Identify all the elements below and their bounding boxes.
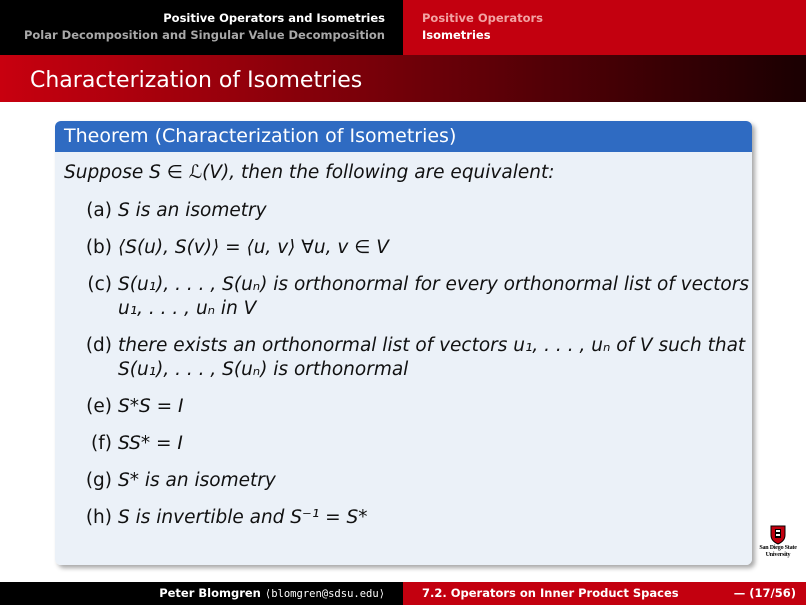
- section-navigation: [0, 0, 403, 55]
- footer-author: Peter Blomgren: [159, 586, 261, 600]
- item-text-continued: u₁, . . . , uₙ in V: [118, 298, 257, 319]
- sdsu-shield-icon: [769, 525, 787, 545]
- footer-bar: [0, 582, 806, 605]
- nav-subsection-isometries[interactable]: Isometries: [422, 28, 491, 42]
- item-text: S is an isometry: [118, 200, 267, 221]
- theorem-title: Theorem (Characterization of Isometries): [55, 121, 752, 152]
- item-text: S*S = I: [118, 396, 184, 417]
- footer-section-title: 7.2. Operators on Inner Product Spaces: [422, 586, 679, 600]
- footer-author-panel: [0, 582, 403, 605]
- logo-line-2: University: [765, 552, 791, 558]
- frame-title: Characterization of Isometries: [0, 55, 806, 102]
- item-text: S(u₁), . . . , S(uₙ) is orthonormal for every orthonormal list of vectors: [118, 274, 749, 295]
- equivalence-item-c: [64, 273, 752, 321]
- nav-section-positive-operators-isometries[interactable]: Positive Operators and Isometries: [163, 11, 385, 25]
- item-text: SS* = I: [118, 433, 183, 454]
- item-text: S* is an isometry: [118, 470, 276, 491]
- item-text: S is invertible and S⁻¹ = S*: [118, 507, 368, 528]
- footer-email: ⟨blomgren@sdsu.edu⟩: [264, 588, 385, 600]
- equivalence-item-e: [64, 395, 752, 419]
- equivalence-item-d: [64, 334, 752, 382]
- item-label: (e): [86, 396, 112, 417]
- logo-line-1: San Diego State: [759, 545, 797, 551]
- theorem-block: [55, 121, 752, 565]
- navigation-bar: [0, 0, 806, 55]
- equivalence-item-b: [64, 236, 752, 260]
- item-label: (f): [91, 433, 112, 454]
- subsection-navigation: [403, 0, 806, 55]
- item-label: (h): [85, 507, 112, 528]
- item-label: (a): [86, 200, 112, 221]
- item-text-continued: S(u₁), . . . , S(uₙ) is orthonormal: [118, 359, 409, 380]
- theorem-intro: Suppose S ∈ ℒ(V), then the following are equivalent:: [64, 162, 555, 183]
- item-label: (g): [85, 470, 112, 491]
- item-text: there exists an orthonormal list of vectors u₁, . . . , uₙ of V such that: [118, 335, 746, 356]
- university-logo: [750, 525, 806, 567]
- theorem-body: [55, 152, 752, 565]
- equivalence-item-h: [64, 506, 752, 530]
- nav-section-polar-decomposition[interactable]: Polar Decomposition and Singular Value Decomposition: [23, 28, 385, 42]
- item-text: ⟨S(u), S(v)⟩ = ⟨u, v⟩ ∀u, v ∈ V: [118, 237, 389, 258]
- item-label: (d): [85, 335, 112, 356]
- equivalence-item-a: [64, 199, 752, 223]
- item-label: (b): [85, 237, 112, 258]
- item-label: (c): [87, 274, 112, 295]
- equivalence-item-g: [64, 469, 752, 493]
- equivalence-item-f: [64, 432, 752, 456]
- footer-page-number: — (17/56): [733, 586, 796, 600]
- footer-section-panel: [403, 582, 806, 605]
- nav-subsection-positive-operators[interactable]: Positive Operators: [422, 11, 544, 25]
